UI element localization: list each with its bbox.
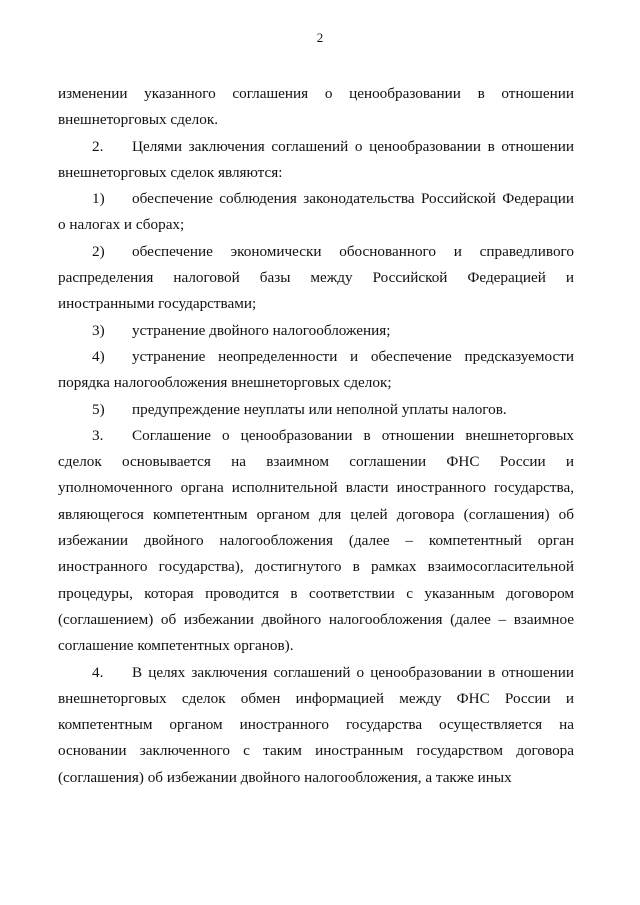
subitem-4 xyxy=(58,344,574,397)
page-number: 2 xyxy=(316,30,324,45)
subitem-number: 3) xyxy=(92,321,105,339)
paragraph-number: 3. xyxy=(92,426,104,444)
paragraph-item-4 xyxy=(58,660,574,791)
subitem-text: устранение двойного налогообложения; xyxy=(132,321,391,339)
paragraph-text: изменении указанного соглашения о ценообразовании в отношении внешнеторговых сделок. xyxy=(58,85,574,129)
subitem-number: 5) xyxy=(92,400,105,418)
subitem-number: 1) xyxy=(92,190,105,208)
subitem-1 xyxy=(58,186,574,239)
subitem-text: устранение неопределенности и обеспечение предсказуемости порядка налогообложения внешнеторговых сделок; xyxy=(58,347,574,392)
subitem-2 xyxy=(58,239,574,318)
paragraph-item-2 xyxy=(58,134,574,187)
paragraph-text: Целями заключения соглашений о ценообразовании в отношении внешнеторговых сделок являются: xyxy=(58,137,574,181)
subitem-number: 2) xyxy=(92,242,105,260)
paragraph-number: 2. xyxy=(92,137,104,155)
subitem-3 xyxy=(58,318,574,344)
document-body xyxy=(58,81,574,791)
paragraph-number: 4. xyxy=(92,663,104,681)
subitem-text: обеспечение соблюдения законодательства Российской Федерации о налогах и сборах; xyxy=(58,190,574,234)
paragraph-text: В целях заключения соглашений о ценообразовании в отношении внешнеторговых сделок обмен информацией между ФНС России и компетентным органом иностранного государства осуществляется на основании заключенного с таким иностранным государством договора (соглашения) об избежании двойного налогообложения, а также иных xyxy=(58,663,574,786)
paragraph-continuation xyxy=(58,81,574,134)
paragraph-item-3 xyxy=(58,423,574,660)
paragraph-text: Соглашение о ценообразовании в отношении внешнеторговых сделок основывается на взаимном соглашении ФНС России и уполномоченного органа исполнительной власти иностранного государства, являющегося компетентным органом для целей договора (соглашения) об избежании двойного налогообложения (далее – компетентный орган иностранного государства), достигнутого в рамках взаимосогласительной процедуры, которая проводится в соответствии с указанным договором (соглашением) об избежании двойного налогообложения (далее – взаимное соглашение компетентных органов). xyxy=(58,426,574,655)
subitem-5 xyxy=(58,397,574,423)
subitem-text: предупреждение неуплаты или неполной уплаты налогов. xyxy=(132,400,507,418)
subitem-number: 4) xyxy=(92,347,105,365)
subitem-text: обеспечение экономически обоснованного и справедливого распределения налоговой базы между Российской Федерацией и иностранными государствами; xyxy=(58,242,574,313)
